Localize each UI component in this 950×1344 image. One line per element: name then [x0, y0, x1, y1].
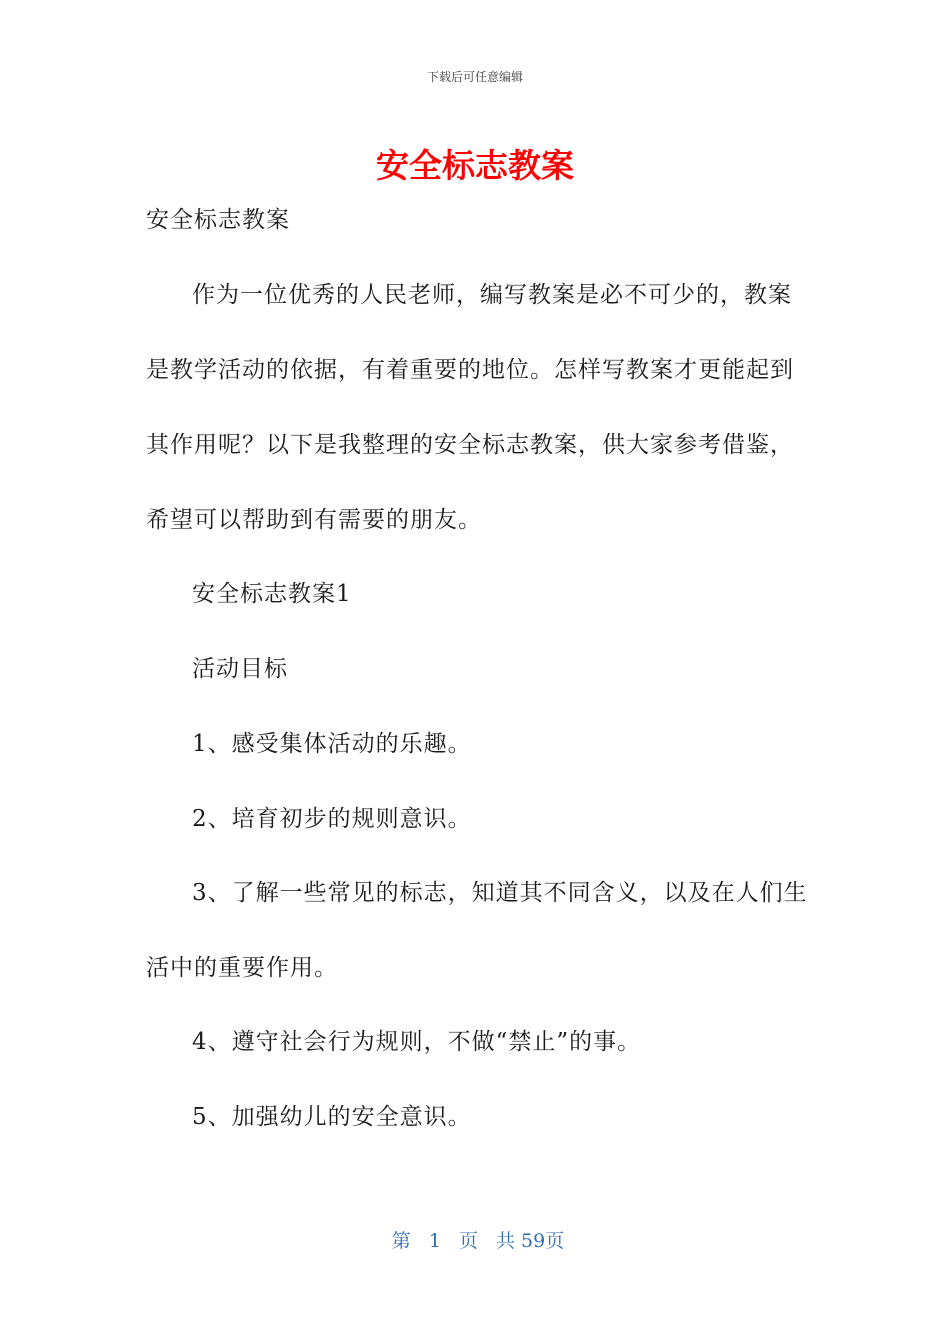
footer-page-label: 页: [458, 1230, 478, 1252]
list-item-continuation: 活中的重要作用。: [146, 955, 338, 981]
paragraph-line: 希望可以帮助到有需要的朋友。: [146, 507, 482, 533]
footer-total-pages: 59: [521, 1230, 546, 1252]
paragraph-line: 作为一位优秀的人民老师，编写教案是必不可少的，教案: [192, 282, 792, 308]
list-item: 2、培育初步的规则意识。: [192, 806, 472, 832]
page-footer: [0, 1226, 950, 1253]
section-heading: 活动目标: [192, 656, 288, 682]
paragraph-line: 是教学活动的依据，有着重要的地位。怎样写教案才更能起到: [146, 357, 794, 383]
subtitle-line: 安全标志教案: [146, 207, 290, 233]
section-heading: 安全标志教案1: [192, 581, 352, 607]
footer-suffix: 页: [545, 1230, 565, 1252]
paragraph-line: 其作用呢？以下是我整理的安全标志教案，供大家参考借鉴，: [146, 432, 794, 458]
header-note: 下载后可任意编辑: [426, 70, 523, 84]
footer-total-label: 共: [496, 1230, 516, 1252]
footer-prefix: 第: [391, 1230, 411, 1252]
footer-page-number: 1: [428, 1230, 441, 1252]
list-item: 3、了解一些常见的标志，知道其不同含义，以及在人们生: [192, 880, 808, 906]
list-item: 4、遵守社会行为规则，不做“禁止”的事。: [192, 1029, 642, 1055]
document-title: 安全标志教案: [376, 146, 574, 185]
list-item: 1、感受集体活动的乐趣。: [192, 731, 472, 757]
list-item: 5、加强幼儿的安全意识。: [192, 1104, 472, 1130]
